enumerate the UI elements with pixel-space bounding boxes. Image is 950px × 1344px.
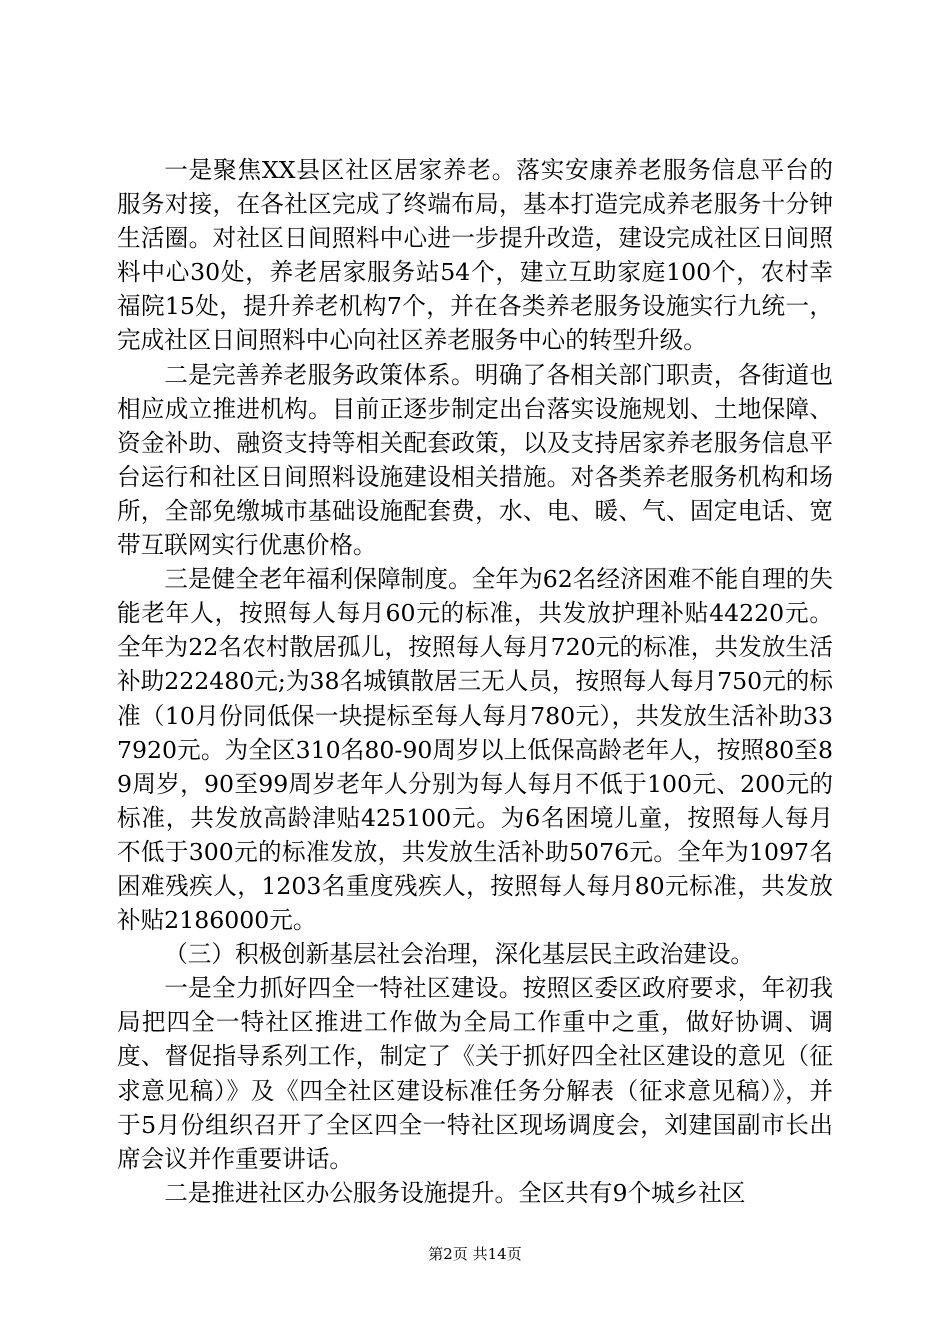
paragraph-community-elderly-care: 一是聚焦XX县区社区居家养老。落实安康养老服务信息平台的服务对接，在各社区完成了终端布局，基本打造完成养老服务十分钟生活圈。对社区日间照料中心进一步提升改造，建设完成社区日间照料中心30处，养老居家服务站54个，建立互助家庭100个，农村幸福院15处，提升养老机构7个，并在各类养老服务设施实行九统一，完成社区日间照料中心向社区养老服务中心的转型升级。 xyxy=(117,156,833,355)
page-footer: 第2页 共14页 xyxy=(428,1245,522,1263)
paragraph-welfare-guarantee: 三是健全老年福利保障制度。全年为62名经济困难不能自理的失能老年人，按照每人每月60元的标准，共发放护理补贴44220元。全年为22名农村散居孤儿，按照每人每月720元的标准，共发放生活补助222480元;为38名城镇散居三无人员，按照每人每月750元的标准（10月份同低保一块提标至每人每月780元），共发放生活补助337920元。为全区310名80-90周岁以上低保高龄老年人，按照80至89周岁，90至99周岁老年人分别为每人每月不低于100元、200元的标准，共发放高龄津贴425100元。为6名困境儿童，按照每人每月不低于300元的标准发放，共发放生活补助5076元。全年为1097名困难残疾人，1203名重度残疾人，按照每人每月80元标准，共发放补贴2186000元。 xyxy=(117,565,833,935)
paragraph-office-facilities: 二是推进社区办公服务设施提升。全区共有9个城乡社区 xyxy=(164,1178,746,1207)
document-body xyxy=(117,153,833,1210)
section-heading-grassroots-governance: （三）积极创新基层社会治理，深化基层民主政治建设。 xyxy=(164,940,755,969)
paragraph-community-construction: 一是全力抓好四全一特社区建设。按照区委区政府要求，年初我局把四全一特社区推进工作做为全局工作重中之重，做好协调、调度、督促指导系列工作，制定了《关于抓好四全社区建设的意见（征求意见稿）》及《四全社区建设标准任务分解表（征求意见稿）》，并于5月份组织召开了全区四全一特社区现场调度会，刘建国副市长出席会议并作重要讲话。 xyxy=(117,974,833,1173)
paragraph-policy-system: 二是完善养老服务政策体系。明确了各相关部门职责，各街道也相应成立推进机构。目前正逐步制定出台落实设施规划、土地保障、资金补助、融资支持等相关配套政策，以及支持居家养老服务信息平台运行和社区日间照料设施建设相关措施。对各类养老服务机构和场所，全部免缴城市基础设施配套费，水、电、暖、气、固定电话、宽带互联网实行优惠价格。 xyxy=(117,360,833,560)
